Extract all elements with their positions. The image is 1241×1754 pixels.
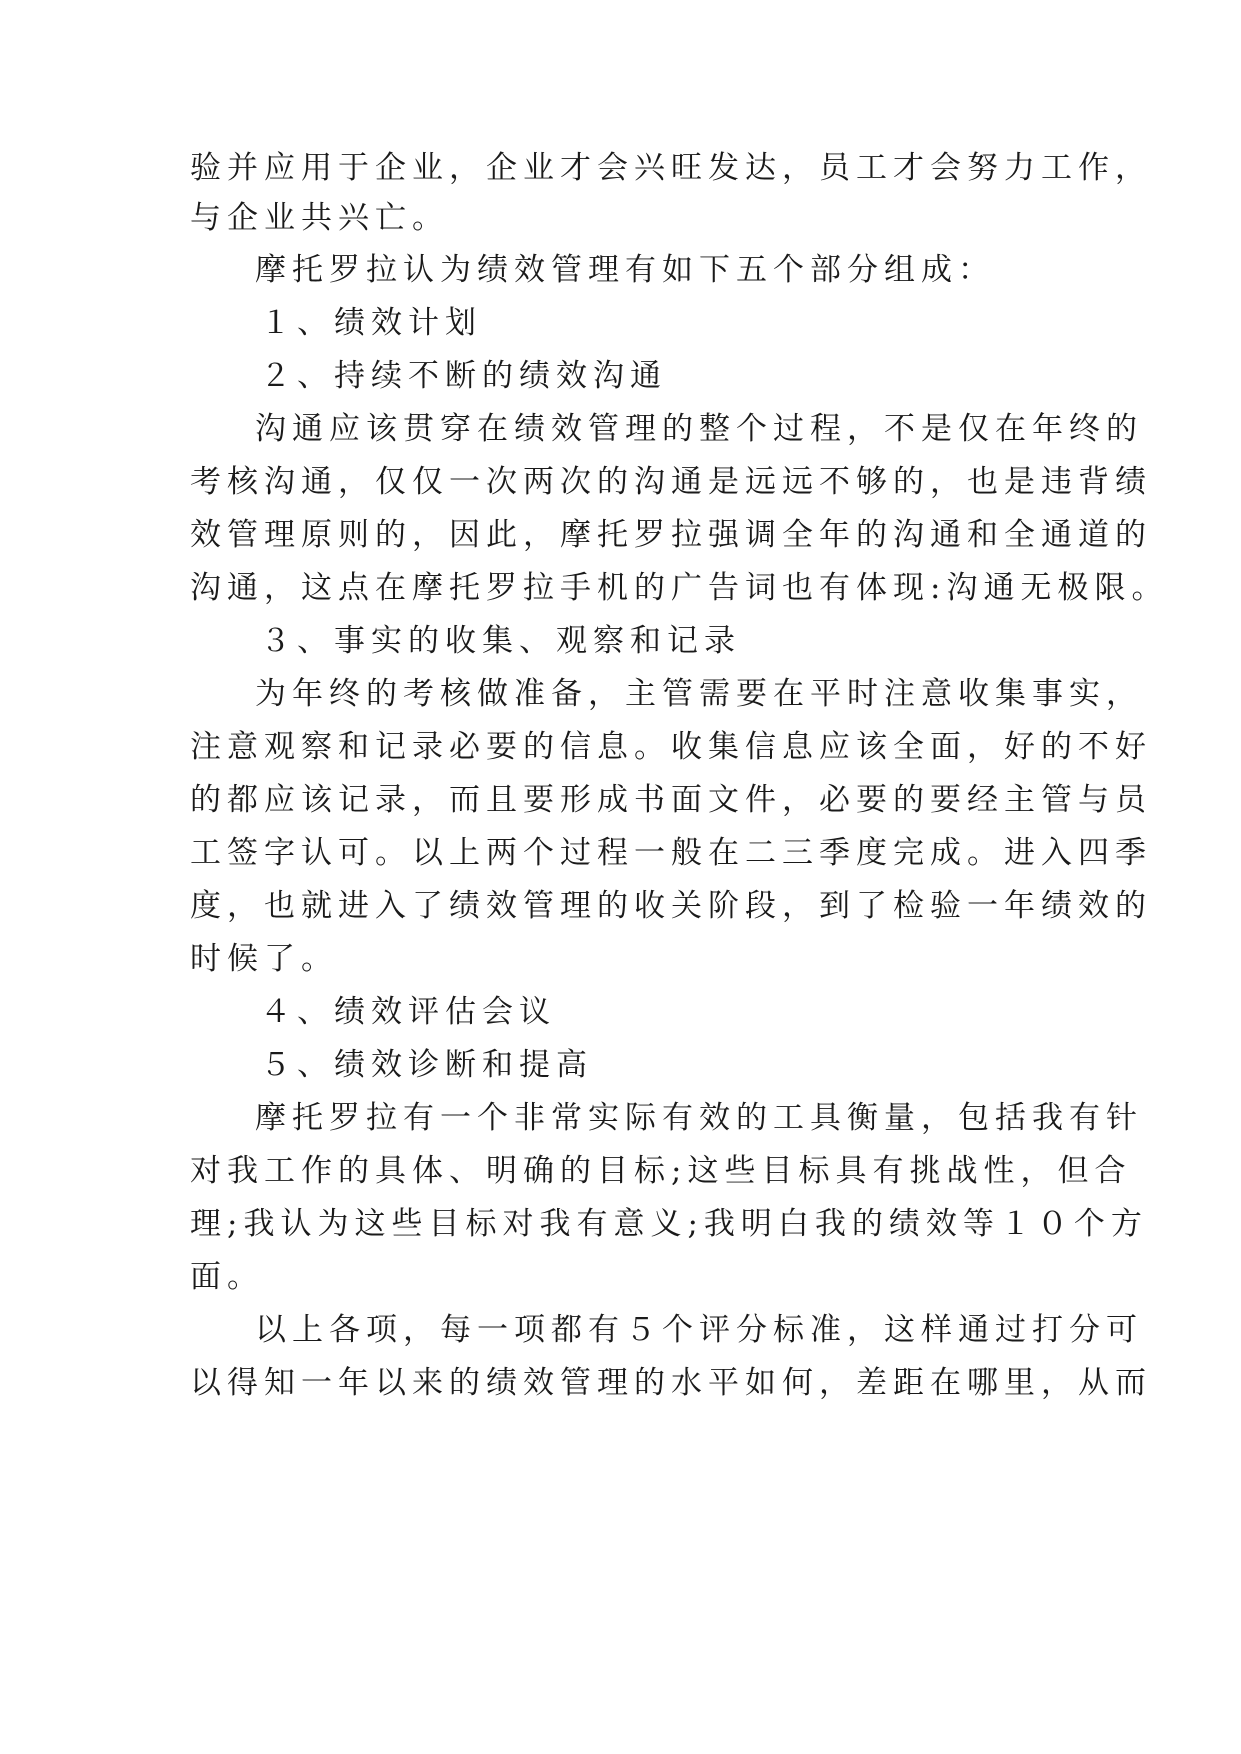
text-line: 工签字认可。以上两个过程一般在二三季度完成。进入四季: [190, 835, 1152, 871]
list-item-2: ２、持续不断的绩效沟通: [260, 358, 667, 394]
text-line: 时候了。: [190, 941, 338, 977]
text-line: 摩托罗拉有一个非常实际有效的工具衡量，包括我有针: [255, 1100, 1143, 1136]
list-item-3: ３、事实的收集、观察和记录: [260, 623, 741, 659]
text-line: 沟通应该贯穿在绩效管理的整个过程，不是仅在年终的: [255, 411, 1143, 447]
text-line: 面。: [190, 1259, 264, 1295]
text-line: 以得知一年以来的绩效管理的水平如何，差距在哪里，从而: [190, 1365, 1152, 1401]
text-line: 以上各项，每一项都有５个评分标准，这样通过打分可: [255, 1312, 1143, 1348]
text-line: 注意观察和记录必要的信息。收集信息应该全面，好的不好: [190, 729, 1152, 765]
paragraph-intro: 摩托罗拉认为绩效管理有如下五个部分组成：: [255, 252, 995, 288]
list-item-1: １、绩效计划: [260, 305, 482, 341]
text-line: 验并应用于企业，企业才会兴旺发达，员工才会努力工作，: [190, 150, 1152, 186]
text-line: 考核沟通，仅仅一次两次的沟通是远远不够的，也是违背绩: [190, 464, 1152, 500]
text-line: 与企业共兴亡。: [190, 200, 449, 236]
text-line: 理;我认为这些目标对我有意义;我明白我的绩效等１０个方: [190, 1206, 1148, 1242]
text-line: 效管理原则的，因此，摩托罗拉强调全年的沟通和全通道的: [190, 517, 1152, 553]
list-item-4: ４、绩效评估会议: [260, 994, 556, 1030]
text-line: 为年终的考核做准备，主管需要在平时注意收集事实，: [255, 676, 1143, 712]
text-line: 的都应该记录，而且要形成书面文件，必要的要经主管与员: [190, 782, 1152, 818]
text-line: 沟通，这点在摩托罗拉手机的广告词也有体现:沟通无极限。: [190, 570, 1169, 606]
list-item-5: ５、绩效诊断和提高: [260, 1047, 593, 1083]
text-line: 对我工作的具体、明确的目标;这些目标具有挑战性，但合: [190, 1153, 1132, 1189]
text-line: 度，也就进入了绩效管理的收关阶段，到了检验一年绩效的: [190, 888, 1152, 924]
